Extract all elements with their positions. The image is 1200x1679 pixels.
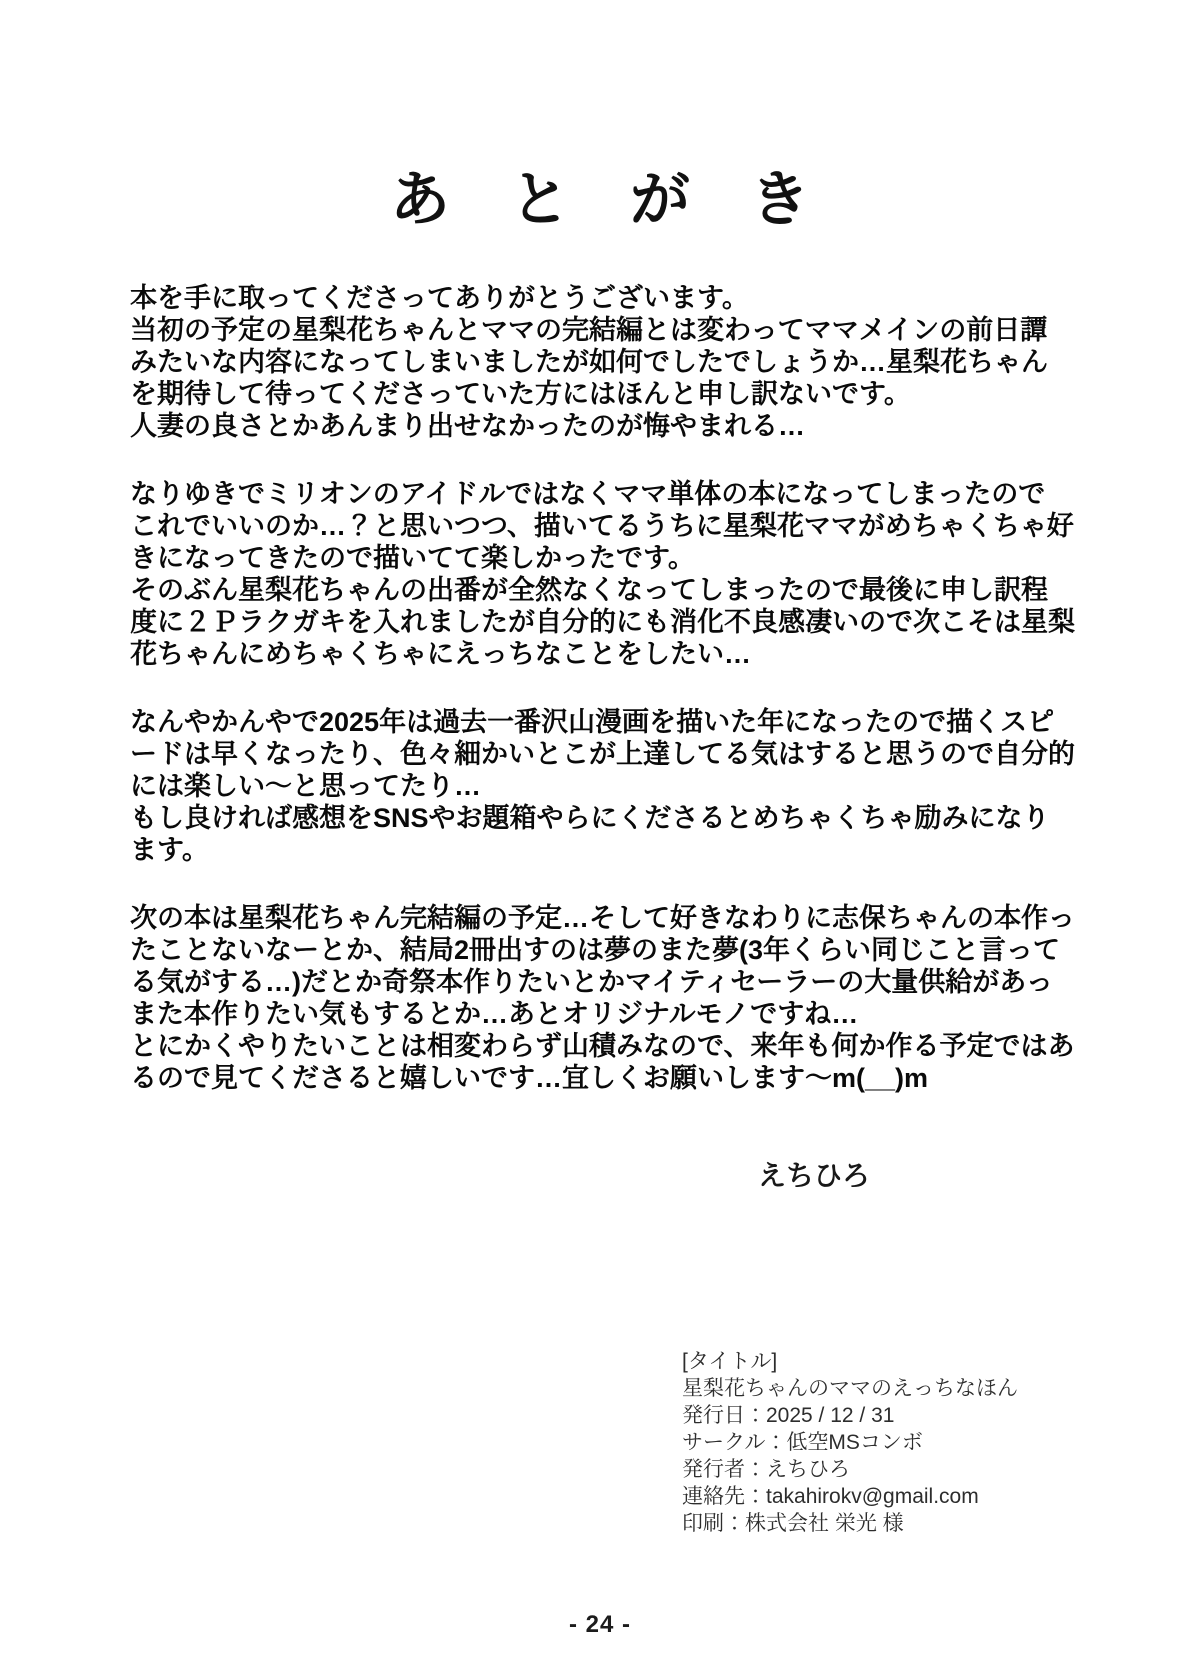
- afterword-line: には楽しい〜と思ってたり…: [130, 771, 481, 801]
- colophon-publish-date: 発行日：2025 / 12 / 31: [682, 1404, 895, 1427]
- afterword-line: ードは早くなったり、色々細かいとこが上達してる気はすると思うので自分的: [130, 739, 1075, 769]
- paragraph: [130, 706, 1090, 866]
- colophon-publisher: 発行者：えちひろ: [682, 1458, 850, 1481]
- afterword-line: なりゆきでミリオンのアイドルではなくママ単体の本になってしまったので: [130, 479, 1046, 509]
- afterword-line: る気がする…)だとか奇祭本作りたいとかマイティセーラーの大量供給があっ: [130, 967, 1053, 997]
- afterword-line: 人妻の良さとかあんまり出せなかったのが悔やまれる…: [130, 411, 805, 441]
- paragraph: [130, 478, 1090, 670]
- afterword-line: もし良ければ感想をSNSやお題箱やらにくださるとめちゃくちゃ励みになり: [130, 803, 1050, 833]
- afterword-line: を期待して待ってくださっていた方にはほんと申し訳ないです。: [130, 379, 911, 409]
- author-signature: えちひろ: [758, 1159, 871, 1192]
- afterword-line: とにかくやりたいことは相変わらず山積みなので、来年も何か作る予定ではあ: [130, 1031, 1075, 1061]
- page-title: あ と が き: [390, 165, 810, 235]
- paragraph: [130, 282, 1090, 442]
- page-number: - 24 -: [568, 1611, 631, 1638]
- afterword-line: そのぶん星梨花ちゃんの出番が全然なくなってしまったので最後に申し訳程: [130, 575, 1048, 605]
- afterword-line: みたいな内容になってしまいましたが如何でしたでしょうか…星梨花ちゃん: [130, 347, 1048, 377]
- afterword-line: 次の本は星梨花ちゃん完結編の予定…そして好きなわりに志保ちゃんの本作っ: [130, 903, 1075, 933]
- afterword-line: きになってきたので描いてて楽しかったです。: [130, 543, 695, 573]
- afterword-line: 当初の予定の星梨花ちゃんとママの完結編とは変わってママメインの前日譚: [130, 315, 1048, 345]
- afterword-line: 花ちゃんにめちゃくちゃにえっちなことをしたい…: [130, 639, 751, 669]
- colophon-book-title: 星梨花ちゃんのママのえっちなほん: [682, 1377, 1018, 1400]
- afterword-line: 度に２Ｐラクガキを入れましたが自分的にも消化不良感凄いので次こそは星梨: [130, 607, 1075, 637]
- afterword-line: なんやかんやで2025年は過去一番沢山漫画を描いた年になったので描くスピ: [130, 707, 1055, 737]
- colophon-title-label: [タイトル]: [682, 1350, 778, 1373]
- afterword-line: るので見てくださると嬉しいです…宜しくお願いします〜m(__)m: [130, 1063, 929, 1093]
- colophon-circle: サークル：低空MSコンボ: [682, 1431, 923, 1454]
- afterword-line: たことないなーとか、結局2冊出すのは夢のまた夢(3年くらい同じこと言って: [130, 935, 1061, 965]
- afterword-line: これでいいのか…？と思いつつ、描いてるうちに星梨花ママがめちゃくちゃ好: [130, 511, 1074, 541]
- afterword-body: [130, 282, 1090, 1094]
- afterword-line: 本を手に取ってくださってありがとうございます。: [130, 283, 749, 313]
- afterword-line: ます。: [130, 835, 209, 865]
- paragraph: [130, 902, 1090, 1094]
- afterword-line: また本作りたい気もするとか…あとオリジナルモノですね…: [130, 999, 859, 1029]
- colophon-contact-email: 連絡先：takahirokv@gmail.com: [682, 1485, 979, 1508]
- colophon: [682, 1348, 1200, 1537]
- colophon-printer: 印刷：株式会社 栄光 様: [682, 1512, 904, 1535]
